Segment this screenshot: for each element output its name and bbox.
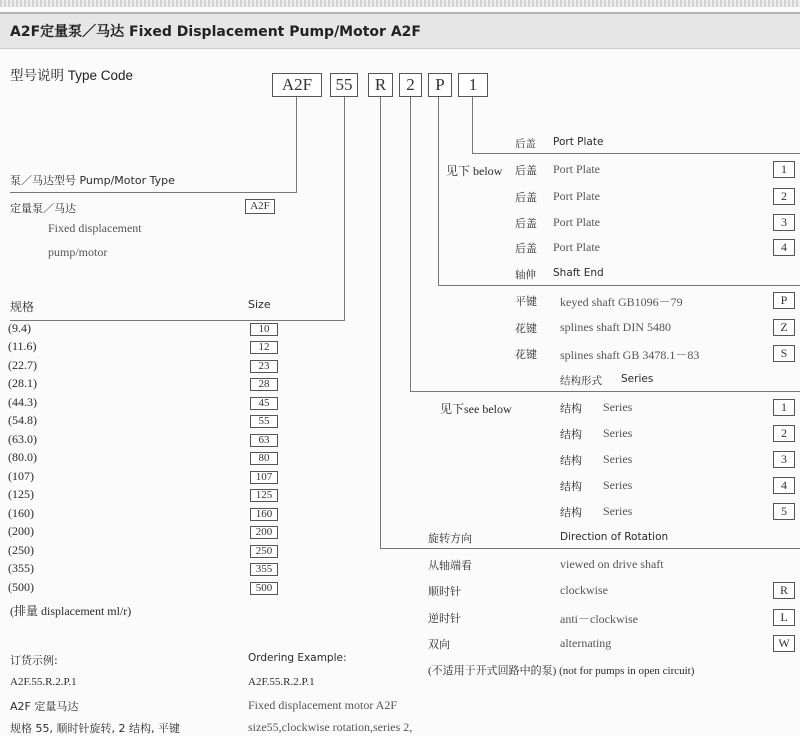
rotation-code-box: W	[773, 635, 795, 652]
ordering-line2-en: size55,clockwise rotation,series 2,	[248, 720, 413, 734]
size-code-box: 10	[250, 323, 278, 336]
leader-size	[344, 97, 345, 320]
size-code-box: 28	[250, 378, 278, 391]
series-row-en: Series	[603, 452, 633, 466]
port-plate-code-box: 2	[773, 188, 795, 205]
rotation-note: (不适用于开式回路中的泵) (not for pumps in open circuit)	[428, 665, 695, 677]
shaft-end-code-box: P	[773, 292, 795, 309]
rotation-code-box: L	[773, 609, 795, 626]
shaft-end-row-cn: 花键	[515, 322, 537, 335]
pump-type-code: A2F	[245, 199, 275, 214]
series-code-box: 3	[773, 451, 795, 468]
series-see-below: 见下see below	[440, 402, 512, 416]
ordering-line1-cn: A2F 定量马达	[10, 700, 79, 713]
shaft-end-row-cn: 平键	[515, 295, 537, 308]
rotation-row-en: alternating	[560, 636, 612, 650]
leader-size-h	[10, 320, 345, 321]
shaft-end-row-en: splines shaft DIN 5480	[560, 320, 671, 334]
size-disp: (250)	[8, 543, 34, 557]
ordering-line1-en: Fixed displacement motor A2F	[248, 698, 397, 712]
top-edge	[0, 0, 800, 7]
pump-type-desc-1: Fixed displacement	[48, 221, 142, 235]
code-cell-series: 2	[399, 73, 422, 97]
series-code-box: 5	[773, 503, 795, 520]
shaft-end-heading-en: Shaft End	[553, 267, 604, 279]
port-plate-code-box: 1	[773, 161, 795, 178]
leader-shaft	[438, 97, 439, 285]
rotation-heading-en: Direction of Rotation	[560, 531, 669, 543]
leader-pump-h	[10, 192, 297, 193]
size-disp: (63.0)	[8, 432, 37, 446]
rotation-code-box: R	[773, 582, 795, 599]
size-code-box: 23	[250, 360, 278, 373]
size-disp: (9.4)	[8, 321, 31, 335]
code-cell-rotation: R	[368, 73, 393, 97]
series-code-box: 1	[773, 399, 795, 416]
series-heading-cn: 结构形式	[560, 375, 602, 387]
size-code-box: 125	[250, 489, 278, 502]
series-row-en: Series	[603, 400, 633, 414]
shaft-end-code-box: S	[773, 345, 795, 362]
size-code-box: 200	[250, 526, 278, 539]
type-code-heading: 型号说明 Type Code	[10, 68, 134, 83]
size-code-box: 55	[250, 415, 278, 428]
shaft-end-heading-cn: 轴伸	[515, 269, 536, 281]
leader-series	[410, 97, 411, 391]
code-cell-size: 55	[330, 73, 358, 97]
port-plate-row-en: Port Plate	[553, 240, 600, 254]
ordering-heading-en: Ordering Example:	[248, 652, 347, 664]
series-row-cn: 结构	[560, 480, 582, 493]
series-row-en: Series	[603, 478, 633, 492]
size-disp: (160)	[8, 506, 34, 520]
rotation-row-cn: 双向	[428, 638, 450, 651]
size-disp: (107)	[8, 469, 34, 483]
code-cell-port: 1	[458, 73, 488, 97]
series-code-box: 2	[773, 425, 795, 442]
port-plate-row-en: Port Plate	[553, 189, 600, 203]
code-cell-shaft: P	[428, 73, 452, 97]
rotation-viewed-cn: 从轴端看	[428, 559, 472, 572]
size-heading-cn: 规格	[10, 300, 35, 314]
rotation-row-en: clockwise	[560, 583, 608, 597]
size-code-box: 12	[250, 341, 278, 354]
leader-port	[472, 97, 473, 153]
size-code-box: 63	[250, 434, 278, 447]
size-disp: (355)	[8, 561, 34, 575]
ordering-heading-cn: 订货示例:	[10, 654, 58, 667]
port-plate-see-below: 见下 below	[446, 164, 503, 178]
leader-shaft-h	[438, 285, 800, 286]
size-code-box: 355	[250, 563, 278, 576]
series-row-en: Series	[603, 426, 633, 440]
shaft-end-code-box: Z	[773, 319, 795, 336]
ordering-line2-cn: 规格 55, 顺时针旋转, 2 结构, 平键	[10, 722, 180, 735]
rotation-row-cn: 逆时针	[428, 612, 461, 625]
series-row-cn: 结构	[560, 454, 582, 467]
series-code-box: 4	[773, 477, 795, 494]
leader-port-h	[472, 153, 800, 154]
port-plate-row-en: Port Plate	[553, 162, 600, 176]
series-heading-en: Series	[621, 373, 654, 385]
pump-type-desc-2: pump/motor	[48, 245, 108, 259]
page-title: A2F定量泵／马达 Fixed Displacement Pump/Motor A2F	[10, 24, 421, 40]
port-plate-code-box: 3	[773, 214, 795, 231]
size-footnote: (排量 displacement ml/r)	[10, 604, 132, 618]
size-disp: (200)	[8, 524, 34, 538]
leader-pump	[296, 97, 297, 192]
port-plate-row-cn: 后盖	[515, 242, 537, 255]
shaft-end-row-en: keyed shaft GB1096－79	[560, 295, 683, 309]
port-plate-row-cn: 后盖	[515, 191, 537, 204]
ordering-code-en: A2F.55.R.2.P.1	[248, 676, 315, 688]
shaft-end-row-en: splines shaft GB 3478.1－83	[560, 348, 700, 362]
pump-type-label: 定量泵／马达	[10, 202, 76, 215]
size-disp: (44.3)	[8, 395, 37, 409]
series-row-cn: 结构	[560, 428, 582, 441]
size-heading-en: Size	[248, 298, 271, 311]
size-code-box: 160	[250, 508, 278, 521]
port-plate-heading-cn: 后盖	[515, 138, 536, 150]
leader-rotation	[380, 97, 381, 548]
size-disp: (54.8)	[8, 413, 37, 427]
shaft-end-row-cn: 花键	[515, 348, 537, 361]
code-cell-pump: A2F	[272, 73, 322, 97]
size-disp: (22.7)	[8, 358, 37, 372]
port-plate-row-cn: 后盖	[515, 164, 537, 177]
rotation-row-en: anti－clockwise	[560, 612, 638, 626]
size-code-box: 80	[250, 452, 278, 465]
leader-series-h	[410, 391, 800, 392]
rotation-viewed-en: viewed on drive shaft	[560, 557, 664, 571]
series-row-cn: 结构	[560, 402, 582, 415]
size-disp: (11.6)	[8, 339, 37, 353]
port-plate-row-cn: 后盖	[515, 217, 537, 230]
series-row-en: Series	[603, 504, 633, 518]
pump-type-heading: 泵／马达型号 Pump/Motor Type	[10, 174, 175, 187]
leader-rotation-h	[380, 548, 800, 549]
rotation-row-cn: 顺时针	[428, 585, 461, 598]
port-plate-heading-en: Port Plate	[553, 136, 604, 148]
size-disp: (28.1)	[8, 376, 37, 390]
size-disp: (125)	[8, 487, 34, 501]
size-disp: (80.0)	[8, 450, 37, 464]
size-code-box: 45	[250, 397, 278, 410]
size-code-box: 107	[250, 471, 278, 484]
size-code-box: 250	[250, 545, 278, 558]
ordering-code-cn: A2F.55.R.2.P.1	[10, 676, 77, 688]
series-row-cn: 结构	[560, 506, 582, 519]
port-plate-code-box: 4	[773, 239, 795, 256]
rotation-heading-cn: 旋转方向	[428, 532, 472, 545]
size-code-box: 500	[250, 582, 278, 595]
size-disp: (500)	[8, 580, 34, 594]
port-plate-row-en: Port Plate	[553, 215, 600, 229]
